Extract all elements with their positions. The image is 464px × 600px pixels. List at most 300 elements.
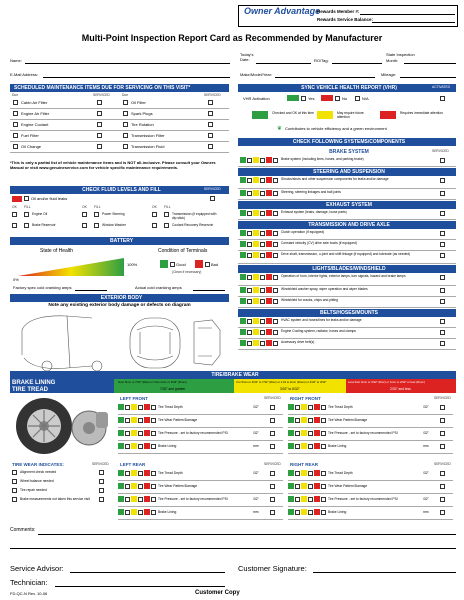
tire-check[interactable] xyxy=(151,471,156,476)
tire-serviced-check[interactable] xyxy=(440,431,445,436)
state-inspection-label: State Inspection xyxy=(386,52,415,57)
system-check[interactable] xyxy=(247,191,252,196)
system-check[interactable] xyxy=(247,253,252,258)
row-divider xyxy=(10,152,229,153)
tire-serviced-check[interactable] xyxy=(440,444,445,449)
state-of-health: State of Health xyxy=(40,248,74,254)
system-check[interactable] xyxy=(260,288,265,293)
maint-serviced-check[interactable] xyxy=(97,111,102,116)
ok-label: OK xyxy=(152,205,157,209)
row-divider xyxy=(118,427,283,428)
yellow-tread: 3/32" to 6/32" xyxy=(280,387,300,391)
red-swatch xyxy=(266,274,272,280)
tire-check[interactable] xyxy=(151,510,156,515)
system-check[interactable] xyxy=(247,158,252,163)
tire-unit: /32" xyxy=(253,471,259,475)
red-swatch xyxy=(144,404,150,410)
red-swatch xyxy=(266,298,272,304)
system-check[interactable] xyxy=(260,253,265,258)
tire-check[interactable] xyxy=(321,510,326,515)
tire-check[interactable] xyxy=(151,444,156,449)
row-divider xyxy=(288,480,453,481)
maint-due-check[interactable] xyxy=(123,111,128,116)
system-section-header: LIGHTS/BLADES/WINDSHIELD xyxy=(238,265,456,273)
vhr-no[interactable] xyxy=(335,96,340,101)
tire-check[interactable] xyxy=(321,471,326,476)
tire-check[interactable] xyxy=(308,484,313,489)
tire-check[interactable] xyxy=(138,444,143,449)
fluid-item: Transmission (if equipped with dip stick) xyxy=(172,212,217,220)
system-serviced-check[interactable] xyxy=(440,231,445,236)
tire-serviced-check[interactable] xyxy=(440,510,445,515)
red-swatch xyxy=(144,509,150,515)
maint-item: Cabin Air Filter xyxy=(21,100,48,105)
oil-leak-check[interactable] xyxy=(24,196,29,201)
indicates-serviced[interactable] xyxy=(99,479,104,484)
tire-check[interactable] xyxy=(138,510,143,515)
indicates-serviced[interactable] xyxy=(99,488,104,493)
system-check[interactable] xyxy=(273,319,278,324)
system-check[interactable] xyxy=(273,275,278,280)
tire-check[interactable] xyxy=(321,497,326,502)
green-swatch xyxy=(240,318,246,324)
maint-note: *This is only a partial list of vehicle maintenance items and is NOT all-inclusive. Please consult your Owners Manual or visit www.genuineservice.com for vehicle specific maintenance requirements. xyxy=(10,160,216,170)
yellow-swatch xyxy=(131,496,137,502)
system-check[interactable] xyxy=(273,299,278,304)
system-item: Steering, steering linkages and ball joints xyxy=(281,190,341,194)
maint-due-check[interactable] xyxy=(13,144,18,149)
fluid-fill-check[interactable] xyxy=(164,212,169,217)
green-swatch xyxy=(118,470,124,476)
tire-check[interactable] xyxy=(125,497,130,502)
row-divider xyxy=(288,493,453,494)
tire-check[interactable] xyxy=(295,471,300,476)
maint-due-check[interactable] xyxy=(123,144,128,149)
tire-check[interactable] xyxy=(138,418,143,423)
tire-check[interactable] xyxy=(125,484,130,489)
system-check[interactable] xyxy=(273,288,278,293)
tire-check[interactable] xyxy=(308,405,313,410)
system-serviced-check[interactable] xyxy=(440,253,445,258)
wear-indicates: TIRE WEAR INDICATES: xyxy=(12,462,64,467)
tire-serviced-check[interactable] xyxy=(270,418,275,423)
tire-check[interactable] xyxy=(138,405,143,410)
tire-item: Tire Pressure - set to factory recommended PSI xyxy=(328,431,398,435)
yellow-swatch xyxy=(131,470,137,476)
system-check[interactable] xyxy=(260,319,265,324)
terminal-good-check[interactable] xyxy=(170,262,175,267)
body-header: EXTERIOR BODY xyxy=(10,294,229,302)
indicates-serviced[interactable] xyxy=(99,470,104,475)
yellow-swatch xyxy=(131,404,137,410)
tire-check[interactable] xyxy=(321,484,326,489)
system-check[interactable] xyxy=(260,211,265,216)
tire-check[interactable] xyxy=(138,431,143,436)
customer-copy: Customer Copy xyxy=(195,590,240,596)
legend-yellow xyxy=(317,111,333,119)
yellow-swatch xyxy=(253,241,259,247)
vhr-header: SYNC VEHICLE HEALTH REPORT (VHR) xyxy=(238,84,456,92)
maint-due-check[interactable] xyxy=(123,133,128,138)
indicates-check[interactable] xyxy=(12,488,17,493)
indicates-check[interactable] xyxy=(12,497,17,502)
green-swatch xyxy=(240,177,246,183)
gauge-zero: 0% xyxy=(13,277,19,282)
tire-check[interactable] xyxy=(295,444,300,449)
system-serviced-check[interactable] xyxy=(440,211,445,216)
green-swatch xyxy=(118,430,124,436)
system-section-header: BELTS/HOSES/MOUNTS xyxy=(238,309,456,317)
tire-check[interactable] xyxy=(321,418,326,423)
mileage-label: Mileage: xyxy=(381,72,397,77)
body-note: Note any existing exterior body damage or defects on diagram xyxy=(48,303,191,308)
tire-check[interactable] xyxy=(125,431,130,436)
system-check[interactable] xyxy=(273,178,278,183)
system-serviced-check[interactable] xyxy=(440,191,445,196)
tire-check[interactable] xyxy=(138,471,143,476)
oil-leak-label: Oil and/or fluid leaks xyxy=(31,196,68,201)
system-check[interactable] xyxy=(247,330,252,335)
tire-check[interactable] xyxy=(308,510,313,515)
system-check[interactable] xyxy=(260,191,265,196)
system-serviced-check[interactable] xyxy=(440,288,445,293)
system-check[interactable] xyxy=(247,242,252,247)
indicates-check[interactable] xyxy=(12,479,17,484)
maint-item: Spark Plugs xyxy=(131,111,153,116)
system-check[interactable] xyxy=(247,299,252,304)
terminals-label: Condition of Terminals xyxy=(158,248,208,254)
tire-serviced-check[interactable] xyxy=(440,484,445,489)
maint-item: Tire Rotation xyxy=(131,122,154,127)
fluid-ok-check[interactable] xyxy=(82,212,87,217)
tire-check[interactable] xyxy=(151,418,156,423)
maint-serviced-check[interactable] xyxy=(208,100,213,105)
system-serviced-check[interactable] xyxy=(440,242,445,247)
tire-item: Tire Wear Pattern/Damage xyxy=(158,418,198,422)
fluid-item: Power Steering xyxy=(102,212,125,216)
row-divider xyxy=(288,519,453,520)
green-swatch xyxy=(288,483,294,489)
maint-due-check[interactable] xyxy=(123,122,128,127)
terminal-bad-check[interactable] xyxy=(205,262,210,267)
tire-check[interactable] xyxy=(125,418,130,423)
row-divider xyxy=(238,327,456,328)
system-serviced-check[interactable] xyxy=(440,330,445,335)
tire-serviced: SERVICED xyxy=(264,462,281,466)
fluid-fill-check[interactable] xyxy=(94,223,99,228)
system-check[interactable] xyxy=(247,231,252,236)
maint-serviced-check[interactable] xyxy=(208,133,213,138)
terminal-good: Good xyxy=(176,262,186,267)
maint-serviced-check[interactable] xyxy=(208,111,213,116)
red-swatch xyxy=(144,430,150,436)
tire-serviced-check[interactable] xyxy=(270,471,275,476)
system-check[interactable] xyxy=(273,330,278,335)
legend-green xyxy=(252,111,268,119)
tire-check[interactable] xyxy=(321,444,326,449)
fluid-ok-check[interactable] xyxy=(152,223,157,228)
row-divider xyxy=(118,506,283,507)
fluid-ok-check[interactable] xyxy=(152,212,157,217)
tire-unit: mm xyxy=(423,444,429,448)
tire-check[interactable] xyxy=(321,431,326,436)
rewards-member: Rewards Member #: xyxy=(317,9,360,14)
system-check[interactable] xyxy=(247,211,252,216)
indicates-serviced[interactable] xyxy=(99,497,104,502)
maint-serviced-check[interactable] xyxy=(97,100,102,105)
tire-item: Tire Pressure - set to factory recommended PSI xyxy=(328,497,398,501)
tire-check[interactable] xyxy=(308,431,313,436)
row-divider xyxy=(238,296,456,297)
maint-serviced-check[interactable] xyxy=(97,133,102,138)
system-check[interactable] xyxy=(247,341,252,346)
tire-check[interactable] xyxy=(295,497,300,502)
fluid-fill-check[interactable] xyxy=(94,212,99,217)
system-check[interactable] xyxy=(273,253,278,258)
tire-check[interactable] xyxy=(151,431,156,436)
vhr-yes-label: Yes xyxy=(308,96,315,101)
tire-serviced-check[interactable] xyxy=(440,418,445,423)
red-swatch xyxy=(266,241,272,247)
vhr-na[interactable] xyxy=(355,96,360,101)
yellow-swatch xyxy=(301,430,307,436)
tire-serviced-check[interactable] xyxy=(270,444,275,449)
vhr-na-label: N/A xyxy=(362,96,369,101)
legend-red xyxy=(380,111,396,119)
tire-check[interactable] xyxy=(308,418,313,423)
yellow-swatch xyxy=(301,509,307,515)
tire-panel-title: LEFT FRONT xyxy=(120,396,148,401)
system-check[interactable] xyxy=(260,275,265,280)
maint-due-check[interactable] xyxy=(123,100,128,105)
vhr-activated-check[interactable] xyxy=(440,96,445,101)
red-swatch xyxy=(144,483,150,489)
green-swatch xyxy=(118,404,124,410)
tire-serviced-check[interactable] xyxy=(440,405,445,410)
tire-serviced-check[interactable] xyxy=(440,497,445,502)
system-section-header: BRAKE SYSTEM xyxy=(238,148,456,156)
maint-serviced-check[interactable] xyxy=(97,122,102,127)
yellow-swatch xyxy=(301,470,307,476)
tire-check[interactable] xyxy=(151,405,156,410)
fill-label: FILL xyxy=(164,205,171,209)
fluid-fill-check[interactable] xyxy=(24,212,29,217)
yellow-swatch xyxy=(131,483,137,489)
row-divider xyxy=(118,480,283,481)
red-swatch xyxy=(314,430,320,436)
tire-check[interactable] xyxy=(295,405,300,410)
maint-item: Transmission Fluid xyxy=(131,144,165,149)
yellow-lining: 3 to 5mm or 4/32" to 7/32" (Disc) or 1.01 to 2mm (Drum) or 2/32" to 3/32" xyxy=(236,380,327,384)
tire-unit: /32" xyxy=(253,431,259,435)
tire-check[interactable] xyxy=(125,444,130,449)
tire-item: Tire Wear Pattern/Damage xyxy=(158,484,198,488)
red-swatch xyxy=(144,470,150,476)
tire-check[interactable] xyxy=(295,484,300,489)
terminal-clean: (Clean if necessary) xyxy=(172,270,202,274)
tire-check[interactable] xyxy=(295,510,300,515)
fluid-item: Engine Oil xyxy=(32,212,48,216)
system-check[interactable] xyxy=(247,178,252,183)
system-item: Windshield washer spray, wiper operation and wiper blades xyxy=(281,287,368,291)
tire-serviced-check[interactable] xyxy=(270,497,275,502)
system-check[interactable] xyxy=(273,211,278,216)
system-check[interactable] xyxy=(273,191,278,196)
tire-check[interactable] xyxy=(125,471,130,476)
yellow-swatch xyxy=(301,404,307,410)
row-divider xyxy=(288,440,453,441)
tire-check[interactable] xyxy=(295,418,300,423)
system-check[interactable] xyxy=(273,158,278,163)
green-swatch xyxy=(288,496,294,502)
red-swatch xyxy=(314,417,320,423)
tire-serviced-check[interactable] xyxy=(270,431,275,436)
yellow-swatch xyxy=(253,298,259,304)
tire-check[interactable] xyxy=(295,431,300,436)
red-swatch xyxy=(144,496,150,502)
yellow-swatch xyxy=(131,509,137,515)
yellow-swatch xyxy=(301,483,307,489)
tire-check[interactable] xyxy=(125,510,130,515)
tire-serviced-check[interactable] xyxy=(440,471,445,476)
tire-check[interactable] xyxy=(308,471,313,476)
tire-serviced-check[interactable] xyxy=(270,484,275,489)
tire-serviced-check[interactable] xyxy=(270,405,275,410)
maint-serviced-check[interactable] xyxy=(208,122,213,127)
indicates-item: Brake measurements not taken this service visit xyxy=(20,497,90,501)
system-check[interactable] xyxy=(260,299,265,304)
maint-item: Engine Coolant xyxy=(21,122,49,127)
system-serviced-check[interactable] xyxy=(440,178,445,183)
system-check[interactable] xyxy=(260,330,265,335)
green-swatch xyxy=(240,298,246,304)
tire-check[interactable] xyxy=(138,484,143,489)
system-item: HVAC system and hoses/lines for leaks and/or damage xyxy=(281,318,362,322)
green-swatch xyxy=(118,483,124,489)
system-serviced: SERVICED xyxy=(432,149,449,153)
red-swatch xyxy=(266,329,272,335)
tire-unit: /32" xyxy=(253,497,259,501)
tire-check[interactable] xyxy=(138,497,143,502)
tire-check[interactable] xyxy=(151,484,156,489)
maint-serviced-check[interactable] xyxy=(97,144,102,149)
row-divider xyxy=(238,285,456,286)
red-swatch xyxy=(314,443,320,449)
maint-due-check[interactable] xyxy=(13,111,18,116)
tire-serviced: SERVICED xyxy=(434,462,451,466)
ro-label: RO/Tag: xyxy=(314,58,329,63)
row-divider xyxy=(238,239,456,240)
fluid-fill-check[interactable] xyxy=(164,223,169,228)
fluid-fill-check[interactable] xyxy=(24,223,29,228)
system-check[interactable] xyxy=(260,178,265,183)
tire-check[interactable] xyxy=(125,405,130,410)
row-divider xyxy=(10,119,229,120)
fluid-item: Brake Reservoir xyxy=(32,223,56,227)
yellow-swatch xyxy=(301,417,307,423)
system-check[interactable] xyxy=(247,275,252,280)
indicates-item: Tire repair needed xyxy=(20,488,47,492)
red-swatch xyxy=(266,177,272,183)
system-check[interactable] xyxy=(273,341,278,346)
system-serviced-check[interactable] xyxy=(440,299,445,304)
date-label: Today's Date: xyxy=(240,52,254,62)
technician-label: Technician: xyxy=(10,578,48,587)
system-serviced-check[interactable] xyxy=(440,341,445,346)
oil-leak-serviced[interactable] xyxy=(210,196,215,201)
terminal-bad: Bad xyxy=(211,262,219,267)
red-swatch xyxy=(314,470,320,476)
tire-check[interactable] xyxy=(151,497,156,502)
system-item: Engine Cooling system, radiator, hoses and clamps xyxy=(281,329,356,333)
systems-header: CHECK FOLLOWING SYSTEMS/COMPONENTS xyxy=(238,138,456,146)
system-check[interactable] xyxy=(260,231,265,236)
tire-check[interactable] xyxy=(308,444,313,449)
yellow-swatch xyxy=(253,230,259,236)
email-label: E-Mail Address: xyxy=(10,72,39,77)
system-section-header: TRANSMISSION AND DRIVE AXLE xyxy=(238,221,456,229)
red-lining: Less than 3mm or 4/32" (Disc) or 1mm or 2/32" or less (Drum) xyxy=(348,380,425,384)
system-check[interactable] xyxy=(273,231,278,236)
indicates-check[interactable] xyxy=(12,470,17,475)
tire-item: Tire Tread Depth xyxy=(328,405,353,409)
maint-due-check[interactable] xyxy=(13,133,18,138)
yellow-swatch xyxy=(253,318,259,324)
green-swatch xyxy=(240,329,246,335)
vhr-yes-swatch xyxy=(287,95,299,101)
system-item: Constant velocity (CV) drive axle boots (if equipped) xyxy=(281,241,358,245)
system-serviced-check[interactable] xyxy=(440,275,445,280)
system-serviced-check[interactable] xyxy=(440,158,445,163)
system-item: Drive shaft, transmission, u-joint and shift linkage (if equipped) and lubricate (as needed) xyxy=(281,252,411,256)
system-check[interactable] xyxy=(260,158,265,163)
red-swatch xyxy=(314,404,320,410)
tire-item: Tire Pressure - set to factory recommended PSI xyxy=(158,497,228,501)
maint-due-check[interactable] xyxy=(13,100,18,105)
maint-due-check[interactable] xyxy=(13,122,18,127)
system-item: Shocks/struts and other suspension components for leaks and/or damage xyxy=(281,177,389,181)
tire-check[interactable] xyxy=(321,405,326,410)
tire-check[interactable] xyxy=(308,497,313,502)
system-item: Windshield for cracks, chips and pitting xyxy=(281,298,338,302)
system-check[interactable] xyxy=(260,341,265,346)
vhr-no-swatch xyxy=(321,95,333,101)
tire-header: TIRE/BRAKE WEAR xyxy=(10,371,456,379)
fluid-ok-check[interactable] xyxy=(12,212,17,217)
system-serviced-check[interactable] xyxy=(440,319,445,324)
system-check[interactable] xyxy=(273,242,278,247)
fluid-ok-check[interactable] xyxy=(82,223,87,228)
fluid-ok-check[interactable] xyxy=(12,223,17,228)
yellow-swatch xyxy=(253,157,259,163)
tire-unit: mm xyxy=(253,510,259,514)
battery-header: BATTERY xyxy=(10,237,229,245)
system-check[interactable] xyxy=(247,319,252,324)
red-swatch xyxy=(314,509,320,515)
yellow-swatch xyxy=(301,496,307,502)
system-item: Clutch operation (if equipped) xyxy=(281,230,325,234)
maint-serviced-check[interactable] xyxy=(208,144,213,149)
maint-item: Oil Filter xyxy=(131,100,146,105)
vhr-yes[interactable] xyxy=(301,96,306,101)
tire-item: Tire Pressure - set to factory recommended PSI xyxy=(158,431,228,435)
yellow-swatch xyxy=(253,274,259,280)
system-check[interactable] xyxy=(260,242,265,247)
tire-serviced-check[interactable] xyxy=(270,510,275,515)
green-swatch xyxy=(240,230,246,236)
system-check[interactable] xyxy=(247,288,252,293)
tire-item: Tire Wear Pattern/Damage xyxy=(328,418,368,422)
